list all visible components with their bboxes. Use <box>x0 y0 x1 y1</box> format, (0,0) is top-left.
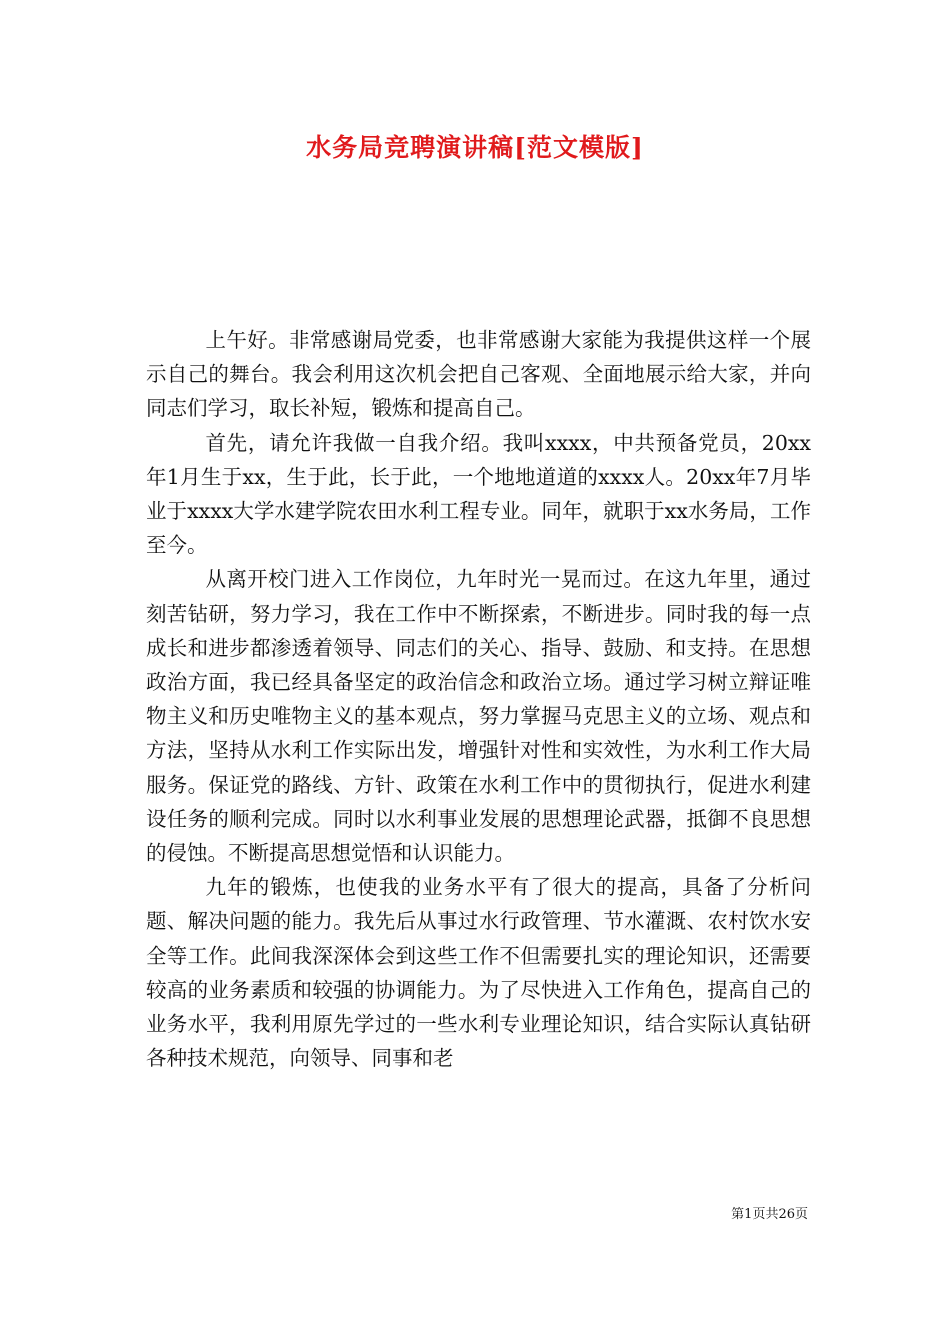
paragraph-self-introduction: 首先，请允许我做一自我介绍。我叫xxxx，中共预备党员，20xx年1月生于xx，生于此，长于此，一个地地道道的xxxx人。20xx年7月毕业于xxxx大学水建学院农田水利工程专业。同年，就职于xx水务局，工作至今。 <box>146 430 811 558</box>
document-title: 水务局竞聘演讲稿[范文模版] <box>306 133 644 162</box>
document-body <box>146 323 811 1075</box>
paragraph-professional-skills: 九年的锻炼，也使我的业务水平有了很大的提高，具备了分析问题、解决问题的能力。我先后从事过水行政管理、节水灌溉、农村饮水安全等工作。此间我深深体会到这些工作不但需要扎实的理论知识，还需要较高的业务素质和较强的协调能力。为了尽快进入工作角色，提高自己的业务水平，我利用原先学过的一些水利专业理论知识，结合实际认真钻研各种技术规范，向领导、同事和老 <box>146 875 811 1071</box>
paragraph-political-growth: 从离开校门进入工作岗位，九年时光一晃而过。在这九年里，通过刻苦钻研，努力学习，我在工作中不断探索，不断进步。同时我的每一点成长和进步都渗透着领导、同志们的关心、指导、鼓励、和支持。在思想政治方面，我已经具备坚定的政治信念和政治立场。通过学习树立辩证唯物主义和历史唯物主义的基本观点，努力掌握马克思主义的立场、观点和方法，坚持从水利工作实际出发，增强针对性和实效性，为水利工作大局服务。保证党的路线、方针、政策在水利工作中的贯彻执行，促进水利建设任务的顺利完成。同时以水利事业发展的思想理论武器，抵御不良思想的侵蚀。不断提高思想觉悟和认识能力。 <box>146 567 811 866</box>
page-number-footer: 第1页共26页 <box>731 1207 808 1222</box>
paragraph-greeting: 上午好。非常感谢局党委，也非常感谢大家能为我提供这样一个展示自己的舞台。我会利用这次机会把自己客观、全面地展示给大家，并向同志们学习，取长补短，锻炼和提高自己。 <box>146 328 811 421</box>
